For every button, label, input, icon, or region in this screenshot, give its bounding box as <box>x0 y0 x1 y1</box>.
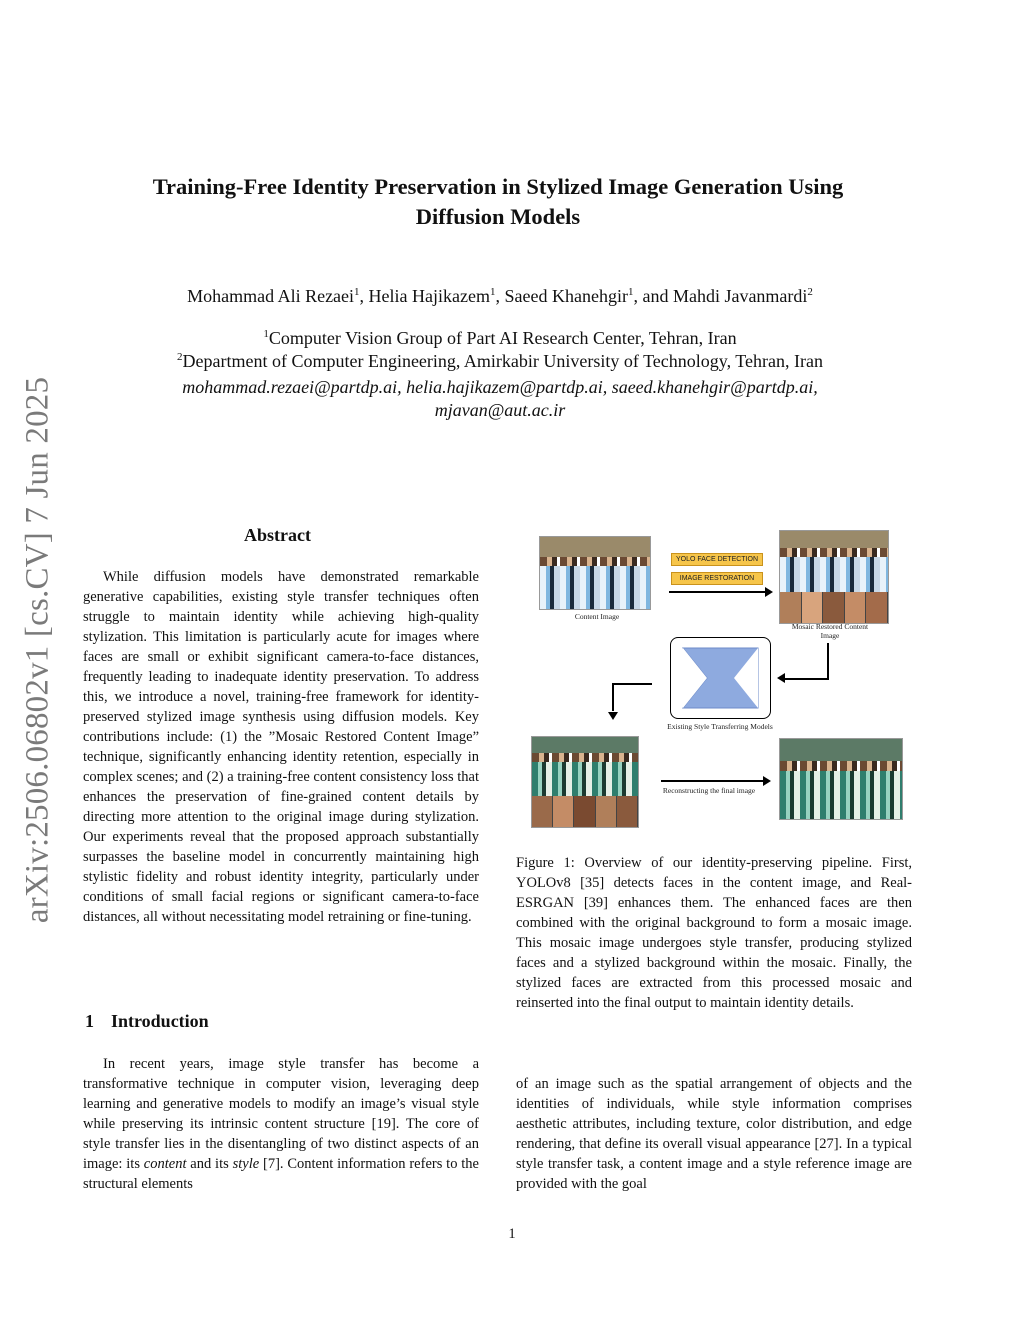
image-jerseys <box>540 566 650 609</box>
affiliation-mark: 1 <box>354 286 360 298</box>
paper-title <box>110 172 886 232</box>
models-label: Existing Style Transferring Models <box>667 722 773 731</box>
affiliation-mark: 1 <box>490 286 496 298</box>
arxiv-stamp <box>14 370 62 930</box>
affiliation-2 <box>100 351 900 372</box>
author-name: Mahdi Javanmardi <box>672 286 808 306</box>
content-image-label: Content Image <box>574 612 620 621</box>
arrow-head <box>777 673 785 683</box>
arrow-line <box>785 678 829 680</box>
arrow-line <box>827 643 829 679</box>
image-jerseys <box>780 771 902 819</box>
arrow-line <box>661 780 763 782</box>
intro-text: [7]. Content information refers to the structural elements <box>83 1156 479 1192</box>
title-line-2: Diffusion Models <box>415 204 581 229</box>
section-title: Introduction <box>111 1011 209 1031</box>
arrow-head <box>763 776 771 786</box>
figure-caption: Figure 1: Overview of our identity-preserving pipeline. First, YOLOv8 [35] detects faces in the content image, and Real-ESRGAN [39] enhances them. The enhanced faces are then combined with the original background to form a mosaic image. This mosaic image undergoes style transfer, producing stylized faces and a stylized background within the mosaic. Finally, the stylized faces are extracted from this processed mosaic and reinserted into the final output to maintain identity details. <box>516 855 912 1011</box>
final-output-image <box>779 738 903 820</box>
affiliation-1 <box>100 328 900 349</box>
face-crops <box>780 592 888 623</box>
page-number: 1 <box>508 1226 516 1242</box>
intro-paragraph <box>83 1054 479 1194</box>
affiliation-text: Computer Vision Group of Part AI Research Center, Tehran, Iran <box>268 328 737 348</box>
affiliation-mark: 2 <box>177 351 183 363</box>
email-line-1: mohammad.rezaei@partdp.ai, helia.hajikazem@partdp.ai, saeed.khanehgir@partdp.ai, <box>182 377 818 397</box>
section-number: 1 <box>85 1011 94 1031</box>
mosaic-image <box>779 530 889 624</box>
emphasis-style: style <box>232 1156 260 1172</box>
yolo-tag: YOLO FACE DETECTION <box>671 553 763 566</box>
affiliation-text: Department of Computer Engineering, Amirkabir University of Technology, Tehran, Iran <box>182 351 823 371</box>
arrow-head <box>765 587 773 597</box>
arxiv-stamp-text: arXiv:2506.06802v1 [cs.CV] 7 Jun 2025 <box>19 376 56 924</box>
stylized-mosaic-image <box>531 736 639 828</box>
intro-heading <box>85 1011 209 1032</box>
affiliation-mark: 1 <box>263 328 269 340</box>
author-name: Helia Hajikazem <box>368 286 490 306</box>
hourglass-network-icon <box>671 638 770 718</box>
intro-text: and its <box>186 1156 233 1172</box>
right-column-text: of an image such as the spatial arrangement of objects and the identities of individuals, while style information comprises aesthetic attributes, including texture, color distribution, and edge rendering, that define its overall visual appearance [27]. In a typical style transfer task, a content image and a style reference image are provided with the goal <box>516 1076 912 1192</box>
author-emails <box>100 376 900 422</box>
abstract-text: While diffusion models have demonstrated remarkable generative capabilities, existing style transfer techniques often struggle to maintain identity while achieving high-quality stylization. This limitation is particularly acute for images where faces are small or exhibit significant camera-to-face distances, frequently leading to inadequate identity preservation. To address this, we introduce a novel, training-free framework for identity-preserved stylized image synthesis using diffusion models. Key contributions include: (1) the ”Mosaic Restored Content Image” technique, significantly enhancing identity retention, especially in complex scenes; and (2) a training-free content consistency loss that enhances the preservation of fine-grained content details by directing more attention to the original image during stylization. Our experiments reveal that the proposed approach substantially surpasses the baseline model in concurrently maintaining high stylistic fidelity and robust identity integrity, particularly under conditions of small facial regions or significant camera-to-face distances, all without necessitating model retraining or fine-tuning. <box>83 569 479 925</box>
affiliation-mark: 1 <box>627 286 634 298</box>
author-name: Mohammad Ali Rezaei <box>187 286 355 306</box>
face-crops <box>532 796 638 827</box>
email-line-2: mjavan@aut.ac.ir <box>434 400 566 420</box>
image-jerseys <box>780 557 888 594</box>
title-line-1: Training-Free Identity Preservation in Stylized Image Generation Using <box>152 174 844 199</box>
separator: , <box>359 286 369 306</box>
restoration-tag: IMAGE RESTORATION <box>671 572 763 585</box>
separator: , and <box>633 286 673 306</box>
author-name: Saeed Khanehgir <box>504 286 628 306</box>
intro-text: In recent years, image style transfer has become a transformative technique in computer vision, leveraging deep learning and generative models to modify an image’s visual style while preserving its intrinsic content structure [19]. The core of style transfer lies in the disentangling of two distinct aspects of an image: its <box>83 1056 479 1172</box>
arrow-line <box>612 683 652 685</box>
separator: , <box>495 286 505 306</box>
arrow-head <box>608 712 618 720</box>
content-image <box>539 536 651 610</box>
author-list <box>100 286 900 307</box>
arrow-line <box>669 591 765 593</box>
reconstruct-label: Reconstructing the final image <box>662 786 756 795</box>
abstract-heading: Abstract <box>244 525 311 545</box>
emphasis-content: content <box>143 1156 187 1172</box>
arrow-line <box>612 683 614 711</box>
image-jerseys <box>532 762 638 798</box>
style-model-box <box>670 637 771 719</box>
mosaic-label: Mosaic Restored Content Image <box>791 622 869 640</box>
affiliation-mark: 2 <box>807 286 813 298</box>
